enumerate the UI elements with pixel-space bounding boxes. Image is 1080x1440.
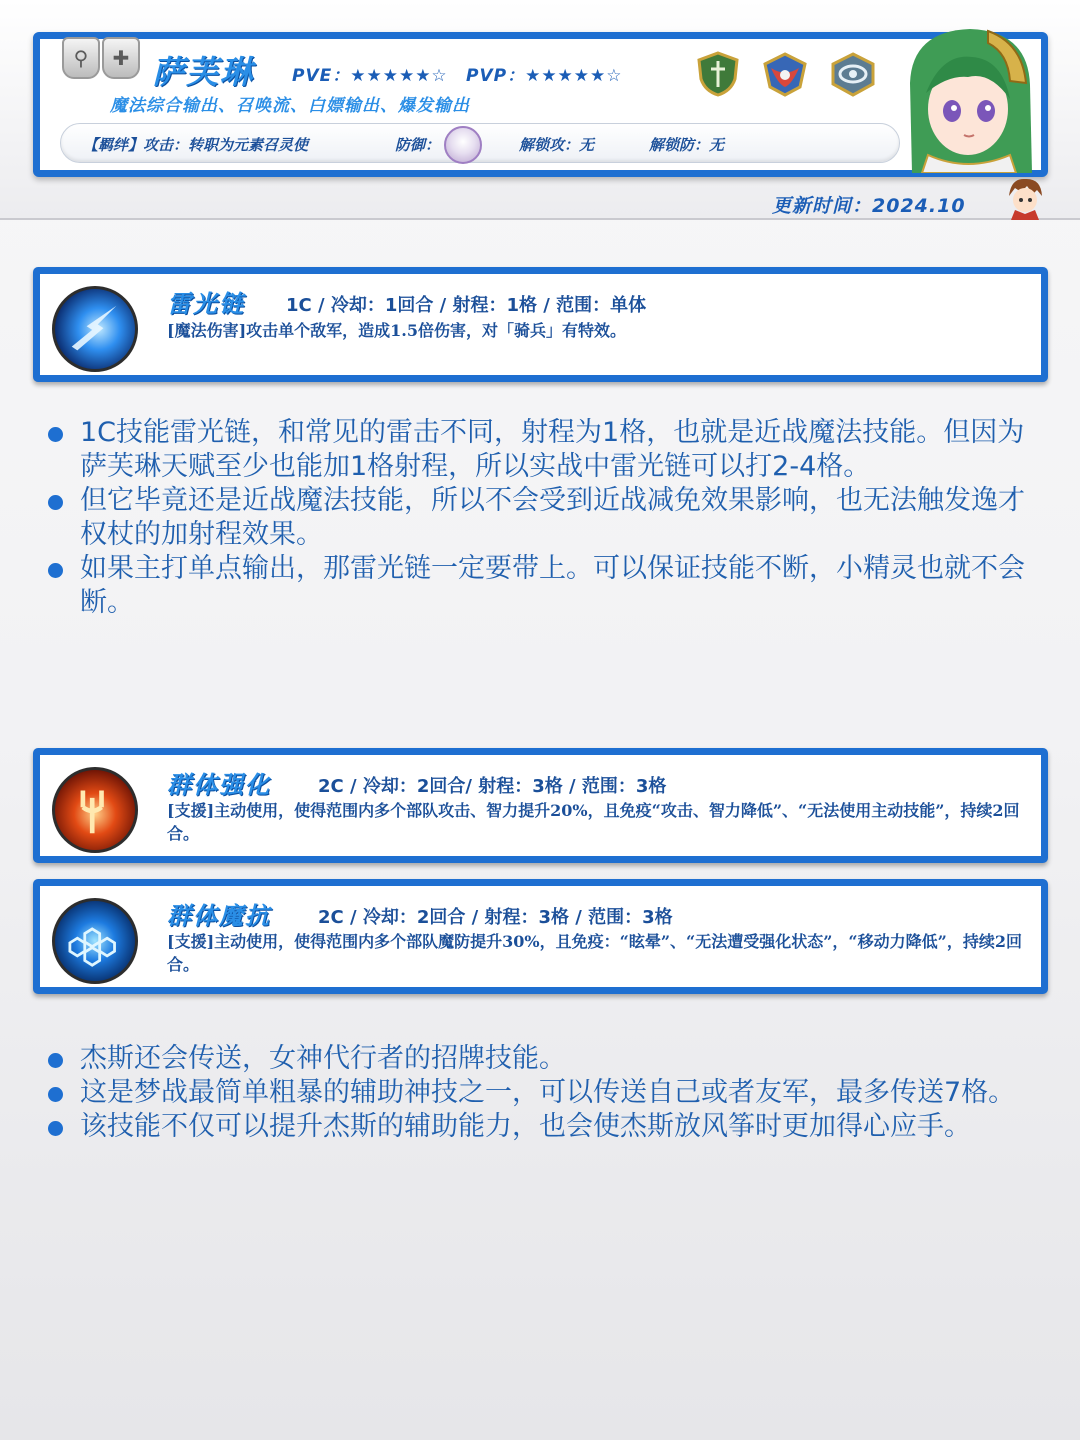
list-item: 如果主打单点输出，那雷光链一定要带上。可以保证技能不断，小精灵也就不会断。 [45,552,1035,620]
skill-name: 群体强化 [167,771,271,799]
hero-header-card [33,32,1048,177]
hero-name: 萨芙琳 [152,53,255,91]
list-item: 1C技能雷光链，和常见的雷击不同，射程为1格，也就是近战魔法技能。但因为萨芙琳天赋至少也能加1格射程，所以实战中雷光链可以打2-4格。 [45,416,1035,484]
winged-crest-badge-icon [762,51,808,97]
skill-meta: 2C / 冷却：2回合 / 射程：3格 / 范围：3格 [318,907,673,928]
bond-attack: 【羁绊】攻击：转职为元素召灵使 [83,136,309,154]
trident-fire-skill-icon [52,767,138,853]
skill-meta: 1C / 冷却：1回合 / 射程：1格 / 范围：单体 [286,295,647,316]
eye-crest-badge-icon [830,51,876,97]
list-item: 该技能不仅可以提升杰斯的辅助能力，也会使杰斯放风筝时更加得心应手。 [45,1110,1035,1144]
notes-list-1 [45,416,1035,620]
skill-description: [支援]主动使用，使得范围内多个部队攻击、智力提升20%，且免疫“攻击、智力降低”、“无法使用主动技能”，持续2回合。 [167,801,1020,843]
bond-bar [60,123,900,163]
pvp-rating: PVP：★★★★★☆ [466,66,623,86]
list-item: 但它毕竟还是近战魔法技能，所以不会受到近战减免效果影响，也无法触发逸才权杖的加射程效果。 [45,484,1035,552]
sword-shield-badge-icon [695,51,741,97]
lightning-skill-icon [52,286,138,372]
search-icon[interactable]: ⚲ [62,37,100,79]
notes-list-2 [45,1042,1035,1144]
skill-name: 雷光链 [167,290,245,318]
hexagon-shield-skill-icon [52,898,138,984]
skill-meta: 2C / 冷却：2回合/ 射程：3格 / 范围：3格 [318,776,667,797]
defense-bond-avatar[interactable] [444,126,482,164]
unlock-attack: 解锁攻：无 [519,136,595,154]
skill-card-lightning-chain [33,267,1048,382]
unlock-defense: 解锁防：无 [649,136,725,154]
hero-roles: 魔法综合输出、召唤流、白嫖输出、爆发输出 [110,96,470,116]
plus-icon[interactable]: ✚ [102,37,140,79]
skill-description: [支援]主动使用，使得范围内多个部队魔防提升30%，且免疫：“眩晕”、“无法遭受强化状态”，“移动力降低”，持续2回合。 [167,932,1022,974]
mascot-avatar [1003,176,1047,220]
update-time: 更新时间：2024.10 [772,195,966,217]
skill-description: [魔法伤害]攻击单个敌军，造成1.5倍伤害，对「骑兵」有特效。 [167,321,626,340]
bond-defense-label: 防御： [395,136,441,154]
skill-name: 群体魔抗 [167,902,271,930]
pve-rating: PVE：★★★★★☆ [292,66,448,86]
skill-card-group-enhance [33,748,1048,863]
list-item: 这是梦战最简单粗暴的辅助神技之一，可以传送自己或者友军，最多传送7格。 [45,1076,1035,1110]
hero-portrait-avatar [892,23,1042,173]
list-item: 杰斯还会传送，女神代行者的招牌技能。 [45,1042,1035,1076]
skill-card-group-magic-resist [33,879,1048,994]
